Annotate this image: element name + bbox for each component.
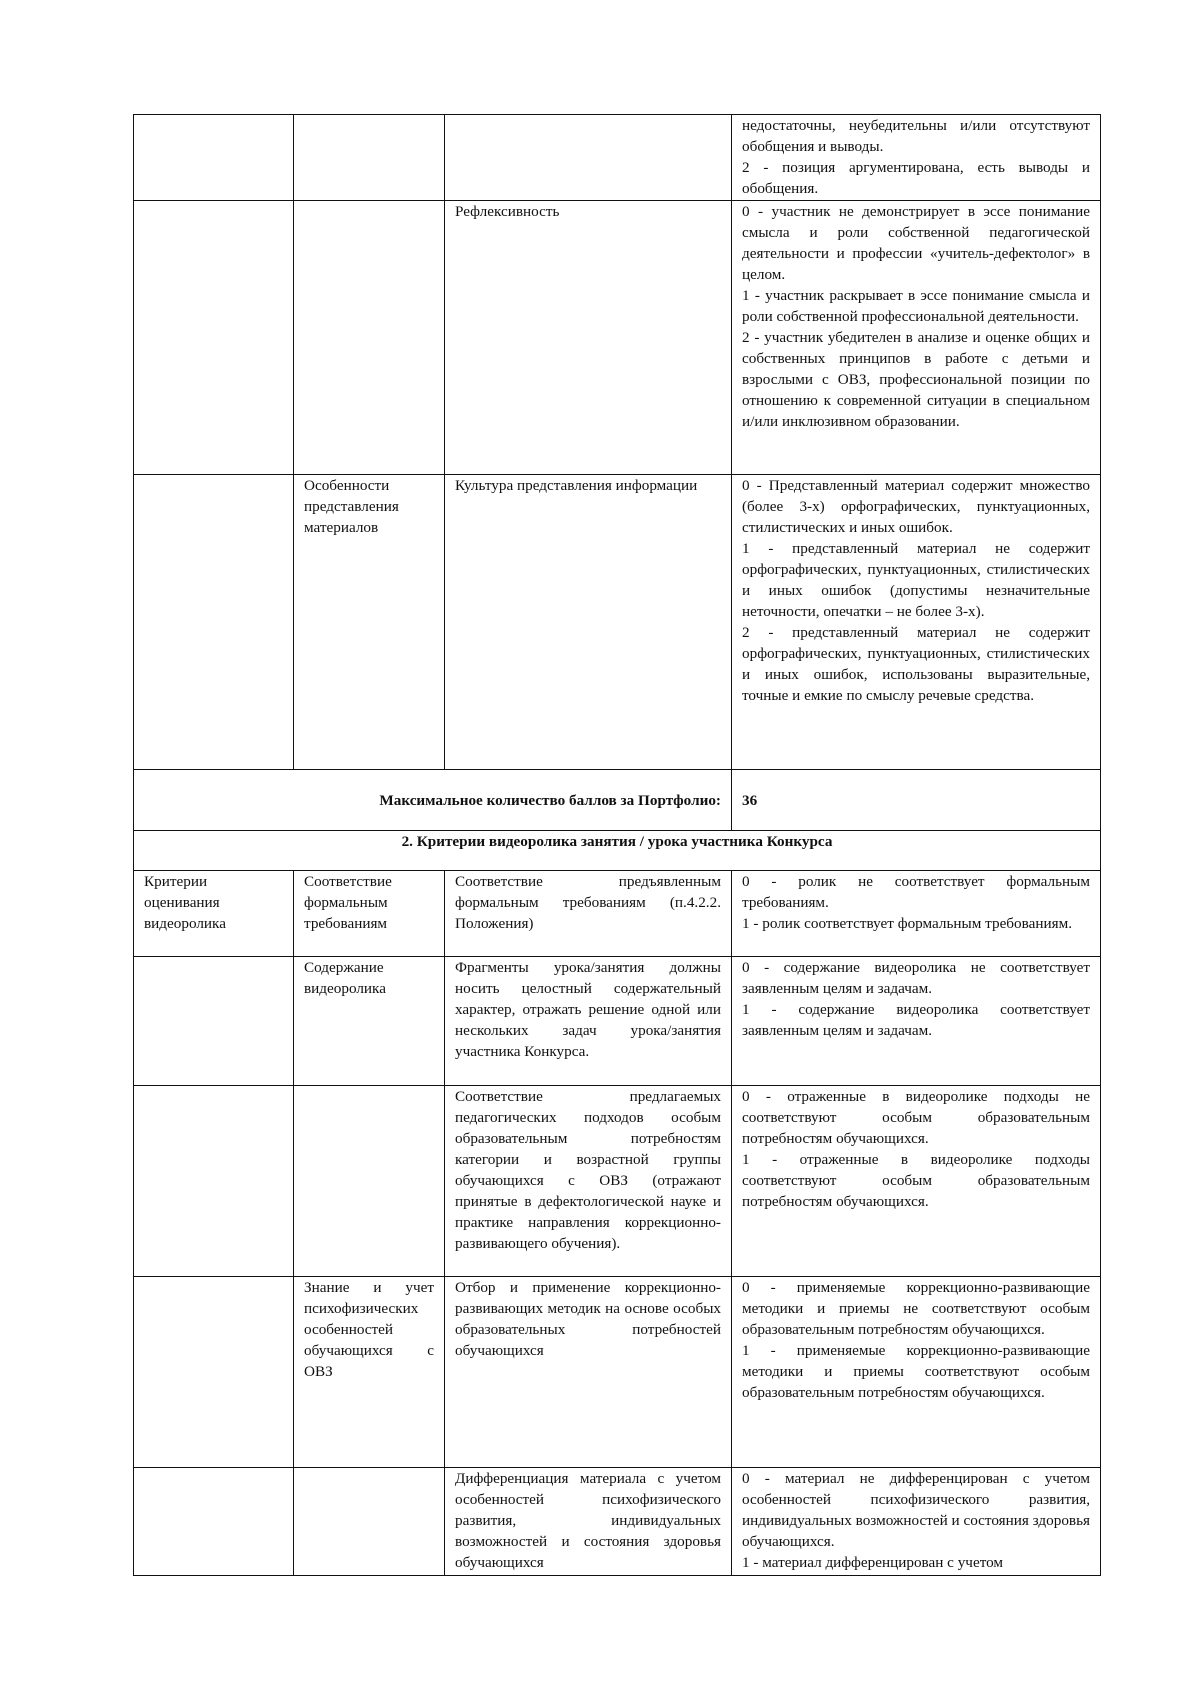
table-row	[134, 957, 1101, 1086]
score-description: 1 - материал дифференцирован с учетом	[742, 1554, 1004, 1571]
score-description: 1 - ролик соответствует формальным требованиям.	[742, 915, 1072, 932]
table-row	[134, 1277, 1101, 1468]
indicator-group-cell	[294, 1468, 445, 1576]
criteria-table	[133, 114, 1101, 1576]
indicator-cell: Отбор и применение коррекционно-развивающих методик на основе особых образовательных потребностей обучающихся	[445, 1277, 732, 1468]
score-description: 2 - позиция аргументирована, есть выводы и обобщения.	[742, 159, 1090, 197]
criterion-cell: Критерии оценивания видеоролика	[134, 871, 294, 957]
score-description: 0 - применяемые коррекционно-развивающие методики и приемы не соответствуют особым образовательным потребностям обучающихся.	[742, 1279, 1090, 1338]
indicator-cell	[445, 115, 732, 201]
score-description: 2 - представленный материал не содержит орфографических, пунктуационных, стилистических и иных ошибок, использованы выразительные, точные и емкие по смыслу речевые средства.	[742, 624, 1090, 704]
criterion-cell	[134, 1468, 294, 1576]
table-row	[134, 201, 1101, 475]
indicator-cell: Рефлексивность	[445, 201, 732, 475]
score-description: 1 - представленный материал не содержит орфографических, пунктуационных, стилистических и иных ошибок (допустимы незначительные неточности, опечатки – не более 3-х).	[742, 540, 1090, 620]
score-description: 0 - Представленный материал содержит множество (более 3-х) орфографических, пунктуационных, стилистических и иных ошибок.	[742, 477, 1090, 536]
scoring-cell	[732, 871, 1101, 957]
indicator-group-cell: Соответствие формальным требованиям	[294, 871, 445, 957]
table-row	[134, 1468, 1101, 1576]
criterion-cell	[134, 201, 294, 475]
scoring-cell	[732, 1277, 1101, 1468]
table-row	[134, 115, 1101, 201]
score-description: 1 - отраженные в видеоролике подходы соответствуют особым образовательным потребностям обучающихся.	[742, 1151, 1090, 1210]
criterion-cell	[134, 475, 294, 770]
total-value: 36	[732, 770, 1101, 831]
indicator-group-cell: Содержание видеоролика	[294, 957, 445, 1086]
score-description: 1 - применяемые коррекционно-развивающие методики и приемы соответствуют особым образовательным потребностям обучающихся.	[742, 1342, 1090, 1401]
criterion-cell	[134, 957, 294, 1086]
score-description: 1 - участник раскрывает в эссе понимание смысла и роли собственной профессиональной деятельности.	[742, 287, 1090, 325]
criterion-cell	[134, 1277, 294, 1468]
table-row	[134, 1086, 1101, 1277]
scoring-cell	[732, 1468, 1101, 1576]
scoring-cell	[732, 201, 1101, 475]
indicator-cell: Фрагменты урока/занятия должны носить целостный содержательный характер, отражать решение одной или нескольких задач урока/занятия участника Конкурса.	[445, 957, 732, 1086]
indicator-group-cell	[294, 1086, 445, 1277]
scoring-cell	[732, 1086, 1101, 1277]
indicator-group-cell	[294, 201, 445, 475]
scoring-cell	[732, 957, 1101, 1086]
score-description: 2 - участник убедителен в анализе и оценке общих и собственных принципов в работе с детьми и взрослыми с ОВЗ, профессиональной позиции по отношению к современной ситуации в специальном и/или инклюзивном образовании.	[742, 329, 1090, 430]
total-row	[134, 770, 1101, 831]
indicator-cell: Соответствие предъявленным формальным требованиям (п.4.2.2. Положения)	[445, 871, 732, 957]
indicator-cell: Дифференциация материала с учетом особенностей психофизического развития, индивидуальных возможностей и состояния здоровья обучающихся	[445, 1468, 732, 1576]
indicator-group-cell: Знание и учет психофизических особенностей обучающихся с ОВЗ	[294, 1277, 445, 1468]
scoring-cell	[732, 115, 1101, 201]
score-description: 0 - содержание видеоролика не соответствует заявленным целям и задачам.	[742, 959, 1090, 997]
indicator-cell: Культура представления информации	[445, 475, 732, 770]
table-row	[134, 475, 1101, 770]
score-description: 0 - отраженные в видеоролике подходы не соответствуют особым образовательным потребностям обучающихся.	[742, 1088, 1090, 1147]
score-description: 0 - материал не дифференцирован с учетом особенностей психофизического развития, индивидуальных возможностей и состояния здоровья обучающихся.	[742, 1470, 1090, 1550]
indicator-group-cell: Особенности представления материалов	[294, 475, 445, 770]
section-title: 2. Критерии видеоролика занятия / урока участника Конкурса	[134, 831, 1101, 871]
indicator-cell: Соответствие предлагаемых педагогических подходов особым образовательным потребностям категории и возрастной группы обучающихся с ОВЗ (отражают принятые в дефектологической науке и практике направления коррекционно-развивающего обучения).	[445, 1086, 732, 1277]
score-description: 0 - ролик не соответствует формальным требованиям.	[742, 873, 1090, 911]
table-row	[134, 871, 1101, 957]
section-row	[134, 831, 1101, 871]
score-description: недостаточны, неубедительны и/или отсутствуют обобщения и выводы.	[742, 117, 1090, 155]
score-description: 0 - участник не демонстрирует в эссе понимание смысла и роли собственной педагогической деятельности и профессии «учитель-дефектолог» в целом.	[742, 203, 1090, 283]
total-label: Максимальное количество баллов за Портфолио:	[134, 770, 732, 831]
scoring-cell	[732, 475, 1101, 770]
score-description: 1 - содержание видеоролика соответствует заявленным целям и задачам.	[742, 1001, 1090, 1039]
criterion-cell	[134, 1086, 294, 1277]
criterion-cell	[134, 115, 294, 201]
indicator-group-cell	[294, 115, 445, 201]
